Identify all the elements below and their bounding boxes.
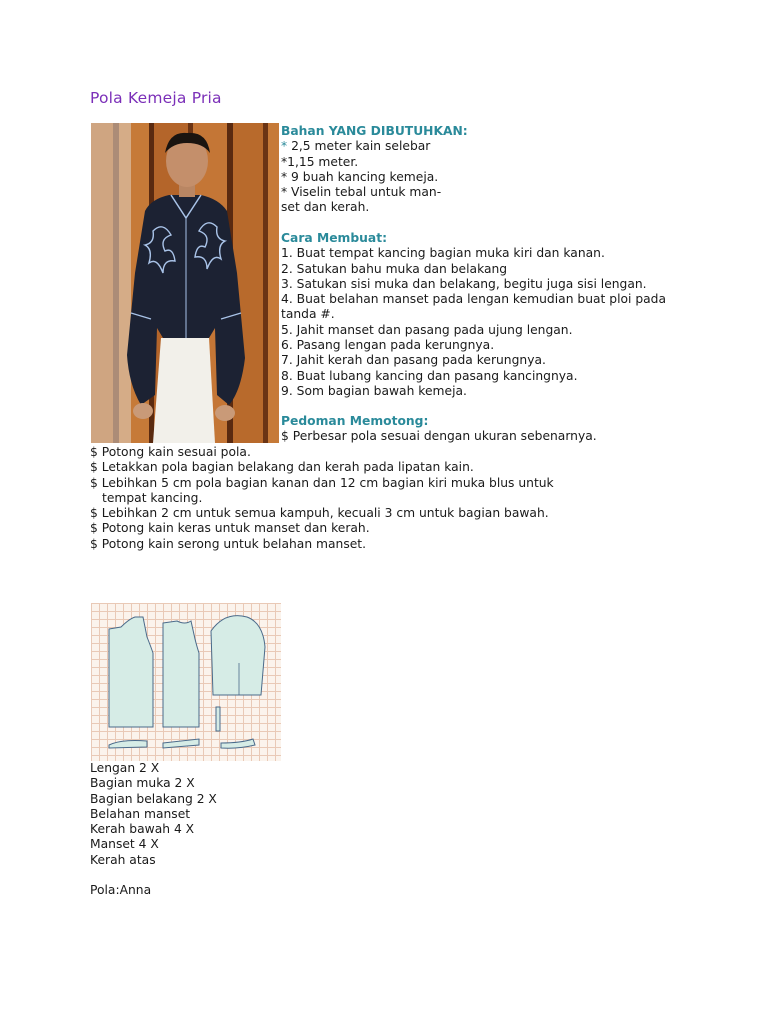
pedoman-line: $ Lebihkan 2 cm untuk semua kampuh, kecuali 3 cm untuk bagian bawah. xyxy=(90,506,549,521)
pedoman-line: tempat kancing. xyxy=(102,490,203,505)
bahan-line xyxy=(281,139,468,154)
pedoman-line: $ Potong kain sesuai pola. xyxy=(90,445,251,459)
page-title: Pola Kemeja Pria xyxy=(90,89,222,107)
cara-step: tanda #. xyxy=(281,307,335,322)
pedoman-section xyxy=(281,414,597,445)
cara-step: 6. Pasang lengan pada kerungnya. xyxy=(281,338,495,353)
cara-step: 7. Jahit kerah dan pasang pada kerungnya. xyxy=(281,353,546,368)
pattern-back-piece xyxy=(109,617,153,727)
cara-step: 1. Buat tempat kancing bagian muka kiri dan kanan. xyxy=(281,246,605,261)
pattern-cuff-piece xyxy=(221,739,255,748)
cara-section xyxy=(281,231,666,399)
model-photo xyxy=(91,123,279,443)
piece-item: Bagian muka 2 X xyxy=(90,776,195,791)
pattern-diagram xyxy=(91,603,281,761)
cara-step: 2. Satukan bahu muka dan belakang xyxy=(281,261,508,276)
cara-step: 3. Satukan sisi muka dan belakang, begitu juga sisi lengan. xyxy=(281,276,647,291)
piece-item: Manset 4 X xyxy=(90,837,159,852)
pattern-placket-piece xyxy=(216,707,220,731)
pedoman-line: $ Potong kain keras untuk manset dan kerah. xyxy=(90,521,370,536)
cara-heading: Cara Membuat: xyxy=(281,231,388,245)
bahan-line: * Viselin tebal untuk man- xyxy=(281,185,442,200)
bahan-heading: Bahan YANG DIBUTUHKAN: xyxy=(281,124,468,138)
cara-step: 4. Buat belahan manset pada lengan kemudian buat ploi pada xyxy=(281,292,667,307)
bahan-line: *1,15 meter. xyxy=(281,154,359,169)
piece-item: Lengan 2 X xyxy=(90,761,160,775)
pattern-collar-piece xyxy=(109,741,147,749)
pattern-credit: Pola:Anna xyxy=(90,883,152,897)
bahan-line-text: 2,5 meter kain selebar xyxy=(287,139,431,154)
pedoman-line: $ Perbesar pola sesuai dengan ukuran sebenarnya. xyxy=(281,429,597,444)
pattern-piece-list xyxy=(90,761,217,868)
cara-step: 9. Som bagian bawah kemeja. xyxy=(281,383,467,398)
pedoman-line: $ Potong kain serong untuk belahan manset. xyxy=(90,536,367,551)
pedoman-heading: Pedoman Memotong: xyxy=(281,414,429,428)
bahan-line: * 9 buah kancing kemeja. xyxy=(281,169,439,184)
cara-step: 5. Jahit manset dan pasang pada ujung lengan. xyxy=(281,322,573,337)
pattern-front-piece xyxy=(163,621,199,727)
pattern-collar-piece xyxy=(163,739,199,748)
pedoman-list xyxy=(90,445,554,552)
pattern-sleeve-piece xyxy=(211,616,265,695)
piece-item: Kerah atas xyxy=(90,852,156,867)
bahan-line: set dan kerah. xyxy=(281,200,370,215)
bahan-section xyxy=(281,124,468,216)
piece-item: Kerah bawah 4 X xyxy=(90,822,195,837)
piece-item: Belahan manset xyxy=(90,806,191,821)
pedoman-line: $ Letakkan pola bagian belakang dan kerah pada lipatan kain. xyxy=(90,460,474,475)
pedoman-line: $ Lebihkan 5 cm pola bagian kanan dan 12 cm bagian kiri muka blus untuk xyxy=(90,475,554,490)
piece-item: Bagian belakang 2 X xyxy=(90,791,217,806)
bullet-star: * xyxy=(281,139,288,154)
cara-step: 8. Buat lubang kancing dan pasang kancingnya. xyxy=(281,368,578,383)
